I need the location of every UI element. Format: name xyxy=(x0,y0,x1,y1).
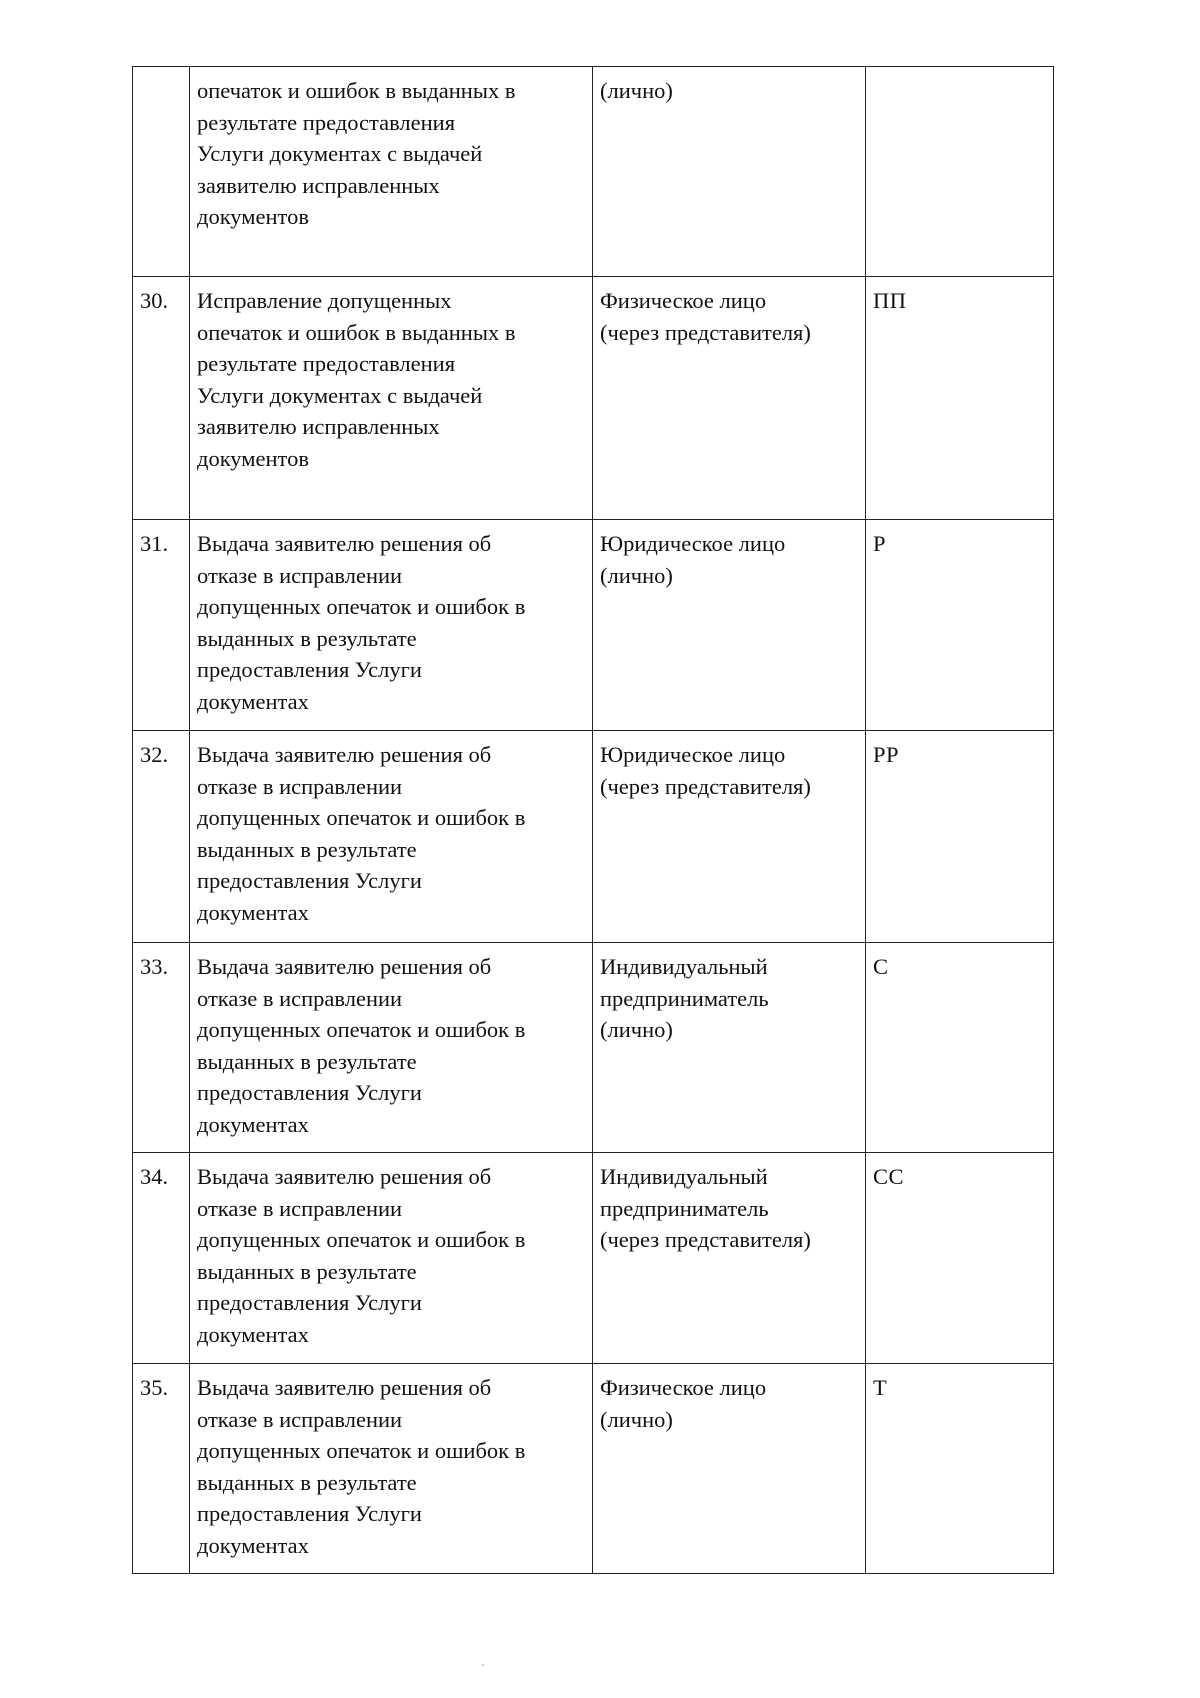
row-number: 32. xyxy=(133,731,190,943)
table-row xyxy=(133,731,1054,943)
procedure-description-line: результате предоставления xyxy=(197,109,456,135)
table-row xyxy=(133,520,1054,731)
procedure-description-line: документах xyxy=(197,899,309,925)
procedure-description-cell xyxy=(190,731,593,943)
applicant-category-line: (через представителя) xyxy=(600,319,811,345)
applicant-category-cell xyxy=(593,1153,866,1364)
table-row xyxy=(133,1364,1054,1574)
applicant-category-line: предприниматель xyxy=(600,985,769,1011)
applicant-category-cell xyxy=(593,277,866,520)
procedure-description-cell xyxy=(190,1153,593,1364)
procedure-description-line: выданных в результате xyxy=(197,1469,417,1495)
procedure-description-line: документах xyxy=(197,1111,309,1137)
procedure-description-line: отказе в исправлении xyxy=(197,1406,403,1432)
procedure-description-line: документов xyxy=(197,445,309,471)
procedure-description-line: предоставления Услуги xyxy=(197,1080,422,1106)
procedure-description-line: документах xyxy=(197,1321,309,1347)
applicant-category-line: (лично) xyxy=(600,1406,673,1432)
applicant-category-line: Индивидуальный xyxy=(600,954,768,979)
procedure-description-line: допущенных опечаток и ошибок в xyxy=(197,1017,526,1043)
procedure-description-line: документах xyxy=(197,1532,309,1558)
procedure-description-line: заявителю исправленных xyxy=(197,414,440,440)
procedure-description-line: Выдача заявителю решения об xyxy=(197,531,492,556)
procedure-description-line: отказе в исправлении xyxy=(197,773,403,799)
procedure-description-line: отказе в исправлении xyxy=(197,985,403,1011)
procedure-description-line: допущенных опечаток и ошибок в xyxy=(197,1227,526,1253)
procedure-description-line: Услуги документах с выдачей xyxy=(197,141,483,167)
applicant-category-line: (через представителя) xyxy=(600,1227,811,1253)
applicant-category-line: Индивидуальный xyxy=(600,1164,768,1189)
variant-code: С xyxy=(866,943,1054,1153)
procedure-description-line: допущенных опечаток и ошибок в xyxy=(197,1438,526,1464)
applicant-category-line: (через представителя) xyxy=(600,773,811,799)
applicant-category-cell xyxy=(593,67,866,277)
procedure-description-line: опечаток и ошибок в выданных в xyxy=(197,319,516,345)
procedure-description-line: документах xyxy=(197,688,309,714)
services-table xyxy=(132,66,1054,1574)
applicant-category-cell xyxy=(593,731,866,943)
procedure-description-cell xyxy=(190,277,593,520)
procedure-description-line: Услуги документах с выдачей xyxy=(197,382,483,408)
procedure-description-line: допущенных опечаток и ошибок в xyxy=(197,805,526,831)
procedure-description-line: Выдача заявителю решения об xyxy=(197,742,492,767)
procedure-description-cell xyxy=(190,520,593,731)
procedure-description-line: допущенных опечаток и ошибок в xyxy=(197,594,526,620)
variant-code: Т xyxy=(866,1364,1054,1574)
table-row xyxy=(133,1153,1054,1364)
row-number xyxy=(133,67,190,277)
procedure-description-line: Исправление допущенных xyxy=(197,288,452,313)
row-number: 35. xyxy=(133,1364,190,1574)
procedure-description-line: предоставления Услуги xyxy=(197,657,422,683)
row-number: 31. xyxy=(133,520,190,731)
variant-code: СС xyxy=(866,1153,1054,1364)
variant-code: Р xyxy=(866,520,1054,731)
procedure-description-cell xyxy=(190,943,593,1153)
applicant-category-cell xyxy=(593,1364,866,1574)
procedure-description-line: опечаток и ошибок в выданных в xyxy=(197,78,516,103)
applicant-category-line: Юридическое лицо xyxy=(600,531,786,556)
row-number: 34. xyxy=(133,1153,190,1364)
procedure-description-cell xyxy=(190,67,593,277)
row-number: 33. xyxy=(133,943,190,1153)
applicant-category-cell xyxy=(593,520,866,731)
scan-speck xyxy=(482,1664,484,1666)
procedure-description-line: предоставления Услуги xyxy=(197,868,422,894)
table-row xyxy=(133,943,1054,1153)
row-number: 30. xyxy=(133,277,190,520)
table-row xyxy=(133,277,1054,520)
variant-code: ПП xyxy=(866,277,1054,520)
applicant-category-line: (лично) xyxy=(600,1017,673,1043)
table-body xyxy=(133,67,1054,1574)
applicant-category-cell xyxy=(593,943,866,1153)
applicant-category-line: Физическое лицо xyxy=(600,288,767,313)
procedure-description-line: отказе в исправлении xyxy=(197,1195,403,1221)
procedure-description-line: Выдача заявителю решения об xyxy=(197,1375,492,1400)
table-row xyxy=(133,67,1054,277)
procedure-description-line: выданных в результате xyxy=(197,836,417,862)
procedure-description-line: выданных в результате xyxy=(197,1258,417,1284)
variant-code xyxy=(866,67,1054,277)
procedure-description-line: предоставления Услуги xyxy=(197,1290,422,1316)
procedure-description-cell xyxy=(190,1364,593,1574)
procedure-description-line: выданных в результате xyxy=(197,1048,417,1074)
procedure-description-line: выданных в результате xyxy=(197,625,417,651)
applicant-category-line: Юридическое лицо xyxy=(600,742,786,767)
applicant-category-line: (лично) xyxy=(600,78,673,103)
applicant-category-line: предприниматель xyxy=(600,1195,769,1221)
procedure-description-line: предоставления Услуги xyxy=(197,1501,422,1527)
procedure-description-line: Выдача заявителю решения об xyxy=(197,1164,492,1189)
procedure-description-line: Выдача заявителю решения об xyxy=(197,954,492,979)
procedure-description-line: документов xyxy=(197,204,309,230)
procedure-description-line: отказе в исправлении xyxy=(197,562,403,588)
variant-code: РР xyxy=(866,731,1054,943)
procedure-description-line: результате предоставления xyxy=(197,351,456,377)
applicant-category-line: Физическое лицо xyxy=(600,1375,767,1400)
applicant-category-line: (лично) xyxy=(600,562,673,588)
procedure-description-line: заявителю исправленных xyxy=(197,172,440,198)
